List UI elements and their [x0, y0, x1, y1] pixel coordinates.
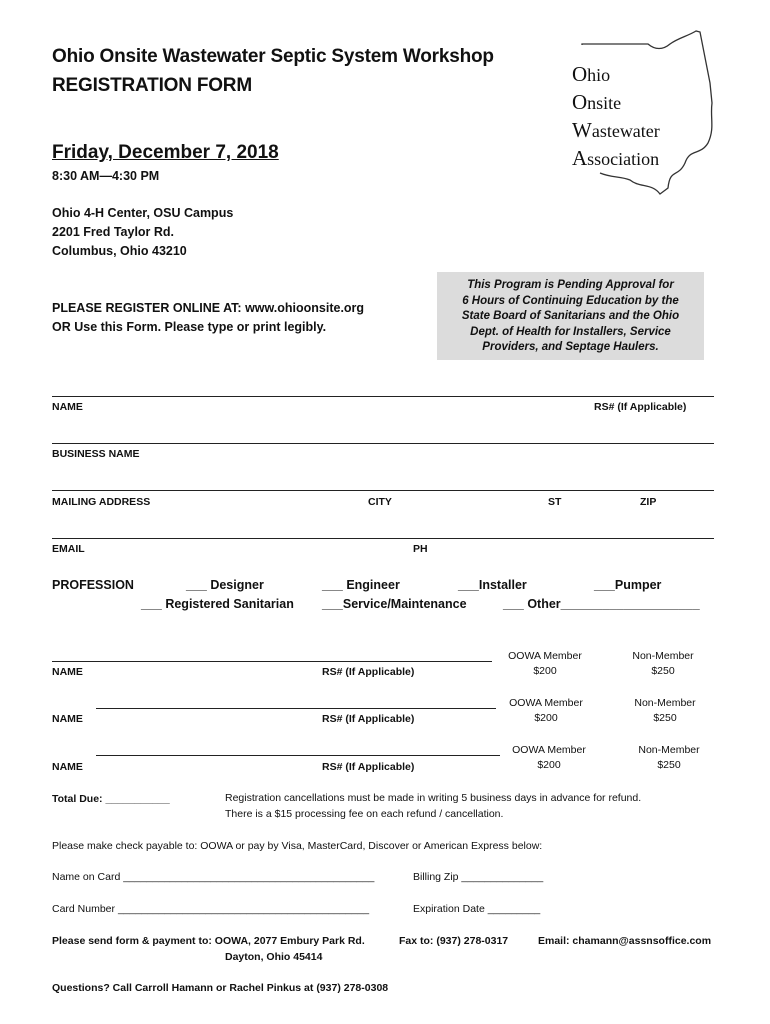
venue-line-2: 2201 Fred Taylor Rd.: [52, 225, 175, 239]
form-title: Ohio Onsite Wastewater Septic System Workshop: [52, 46, 494, 67]
nonmember-option[interactable]: Non-Member $250: [638, 744, 700, 771]
logo-word-wastewater: Wastewater: [572, 118, 660, 142]
attendee-name-label: NAME: [52, 713, 83, 725]
logo-word-association: Association: [572, 146, 660, 170]
logo-word-onsite: Onsite: [572, 90, 622, 114]
profession-service[interactable]: ___Service/Maintenance: [322, 597, 467, 611]
venue-line-3: Columbus, Ohio 43210: [52, 244, 187, 258]
send-to-city: Dayton, Ohio 45414: [225, 951, 323, 963]
event-date: Friday, December 7, 2018: [52, 142, 279, 163]
rs-label: RS# (If Applicable): [594, 401, 687, 413]
attendee-name-line[interactable]: [96, 755, 500, 756]
name-label: NAME: [52, 401, 83, 413]
attendee-rs-label: RS# (If Applicable): [322, 761, 415, 773]
profession-designer[interactable]: ___ Designer: [186, 578, 264, 592]
cancellation-policy-line-1: Registration cancellations must be made in writing 5 business days in advance for refund.: [225, 792, 642, 804]
form-subtitle: REGISTRATION FORM: [52, 75, 252, 96]
total-due-field[interactable]: Total Due: ___________: [52, 793, 170, 805]
billing-zip-field[interactable]: Billing Zip ______________: [413, 871, 544, 883]
logo-word-ohio: Ohio: [572, 62, 611, 86]
questions-contact: Questions? Call Carroll Hamann or Rachel Pinkus at (937) 278-0308: [52, 982, 389, 994]
profession-other[interactable]: ___ Other____________________: [503, 597, 700, 611]
send-to-address: Please send form & payment to: OOWA, 2077 Embury Park Rd.: [52, 935, 365, 947]
member-option[interactable]: OOWA Member $200: [509, 697, 583, 724]
register-online-text: PLEASE REGISTER ONLINE AT: www.ohioonsite.org: [52, 301, 365, 315]
city-label: CITY: [368, 496, 392, 508]
contact-email: Email: chamann@assnsoffice.com: [538, 935, 712, 947]
register-form-text: OR Use this Form. Please type or print legibly.: [52, 320, 327, 334]
zip-label: ZIP: [640, 496, 657, 508]
business-field-line[interactable]: [52, 443, 714, 444]
address-field-line[interactable]: [52, 490, 714, 491]
approval-notice: This Program is Pending Approval for 6 Hours of Continuing Education by the State Board of Sanitarians and the Ohio Dept. of Health for Installers, Service Providers, and Septage Haulers.: [437, 272, 704, 360]
attendee-name-label: NAME: [52, 761, 83, 773]
fax-number: Fax to: (937) 278-0317: [399, 935, 509, 947]
profession-pumper[interactable]: ___Pumper: [594, 578, 662, 592]
event-time: 8:30 AM—4:30 PM: [52, 169, 160, 183]
expiration-date-field[interactable]: Expiration Date _________: [413, 903, 541, 915]
email-label: EMAIL: [52, 543, 85, 555]
state-label: ST: [548, 496, 562, 508]
member-option[interactable]: OOWA Member $200: [508, 650, 582, 677]
name-field-line[interactable]: [52, 396, 714, 397]
nonmember-option[interactable]: Non-Member $250: [632, 650, 694, 677]
name-on-card-field[interactable]: Name on Card ___________________________________________: [52, 871, 375, 883]
profession-sanitarian[interactable]: ___ Registered Sanitarian: [141, 597, 294, 611]
check-payable-text: Please make check payable to: OOWA or pay by Visa, MasterCard, Discover or American Express below:: [52, 840, 543, 852]
card-number-field[interactable]: Card Number ___________________________________________: [52, 903, 370, 915]
profession-label: PROFESSION: [52, 578, 134, 592]
attendee-name-label: NAME: [52, 666, 83, 678]
business-label: BUSINESS NAME: [52, 448, 140, 460]
profession-installer[interactable]: ___Installer: [458, 578, 527, 592]
nonmember-option[interactable]: Non-Member $250: [634, 697, 696, 724]
venue-line-1: Ohio 4-H Center, OSU Campus: [52, 206, 234, 220]
email-field-line[interactable]: [52, 538, 714, 539]
profession-engineer[interactable]: ___ Engineer: [322, 578, 400, 592]
mailing-address-label: MAILING ADDRESS: [52, 496, 151, 508]
cancellation-policy-line-2: There is a $15 processing fee on each refund / cancellation.: [225, 808, 504, 820]
phone-label: PH: [413, 543, 428, 555]
attendee-name-line[interactable]: [52, 661, 492, 662]
attendee-name-line[interactable]: [96, 708, 496, 709]
member-option[interactable]: OOWA Member $200: [512, 744, 586, 771]
attendee-rs-label: RS# (If Applicable): [322, 666, 415, 678]
attendee-rs-label: RS# (If Applicable): [322, 713, 415, 725]
